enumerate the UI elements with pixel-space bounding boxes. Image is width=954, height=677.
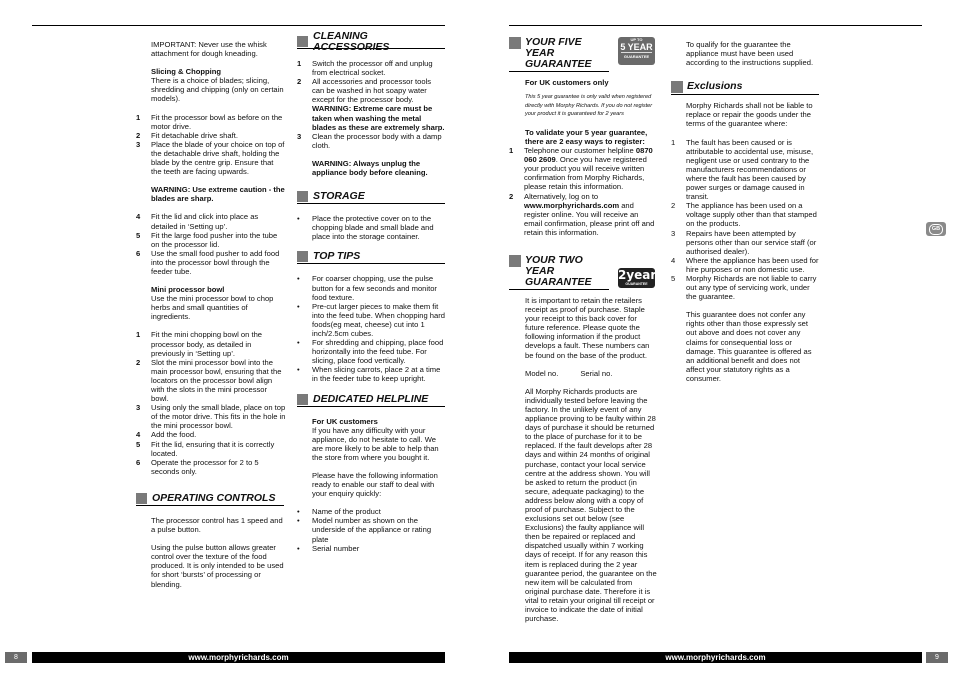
two-year-p1: It is important to retain the retailers receipt as proof of purchase. Staple your receipt to this back cover for future reference. Please quote the following information if the product develops a fault. These numbers can be found on the base of the product.: [525, 296, 650, 360]
heading-square-icon: [297, 36, 308, 47]
step-item: 3 Using only the small blade, place on top of the motor drive. This fits in the hole in the mini processor bowl.: [136, 403, 286, 431]
five-year-heading: YOUR FIVE YEAR GUARANTEE: [509, 37, 609, 72]
exclusion-item: 2 The appliance has been used on a voltage supply other than that stamped on the products.: [671, 201, 817, 229]
column-c: [509, 37, 657, 623]
step-item: 3 Place the blade of your choice on top of the detachable drive shaft, holding the blade by the centre grip. Ensure that the teeth are facing upwards.: [136, 139, 285, 177]
step-item: 5 Fit the lid, ensuring that it is correctly located.: [136, 439, 275, 458]
blade-warning: WARNING: Use extreme caution - the blades are sharp.: [151, 185, 285, 204]
exclusions-heading: Exclusions: [671, 81, 819, 95]
helpline-phone: 0870 060 2609: [524, 146, 653, 165]
helpline-list-item: • Name of the product: [297, 507, 381, 517]
top-rule-right: [509, 25, 922, 26]
helpline-p2: Please have the following information ready to enable our staff to deal with your enquiry quickly:: [312, 471, 438, 499]
register-option: 2 Alternatively, log on to www.morphyrichards.com and register online. You will receive an email confirmation, please print off and retain this information.: [509, 191, 655, 237]
step-item: 6 Use the small food pusher to add food into the processor bowl through the feeder tube.: [136, 248, 280, 276]
exclusions-intro: Morphy Richards shall not be liable to replace or repair the goods under the terms of the guarantee where:: [686, 101, 813, 129]
step-item: 2 Slot the mini processor bowl into the main processor bowl, ensuring that the locators on the processor bowl align with the slots in the mini processor bowl.: [136, 357, 282, 404]
tip-item: • For coarser chopping, use the pulse button for a few seconds and monitor food texture.: [297, 274, 437, 302]
heading-square-icon: [297, 251, 308, 262]
cleaning-step: 2 All accessories and processor tools can be washed in hot soapy water except for the processor body. WARNING: Extreme care must be taken when washing the metal blades as these are extremely sharp.: [297, 77, 445, 132]
helpline-p1: If you have any difficulty with your appliance, do not hesitate to call. We are more likely to be able to help than the store from where you bought it.: [312, 425, 439, 462]
storage-item: • Place the protective cover on to the chopping blade and small blade and place into the storage container.: [297, 214, 434, 242]
column-a: [136, 40, 286, 476]
page-number-left: 8: [5, 652, 27, 663]
website-link[interactable]: www.morphyrichards.com: [524, 200, 620, 210]
cleaning-step: 1 Switch the processor off and unplug from electrical socket.: [297, 59, 433, 78]
five-year-guarantee-badge: UP TO 5 YEAR GUARANTEE: [618, 37, 655, 65]
step-item: 5 Fit the large food pusher into the tube on the processor lid.: [136, 230, 278, 249]
operating-p1: The processor control has 1 speed and a pulse button.: [151, 516, 283, 535]
operating-controls-section: [136, 492, 284, 598]
slicing-body: There is a choice of blades; slicing, shredding and chipping (only on certain models).: [151, 76, 284, 104]
exclusion-item: 1 The fault has been caused or is attributable to accidental use, misuse, negligent use or used contrary to the manufacturers recommendations or where the fault has been caused by power surges or damage caused in transit.: [671, 137, 814, 202]
step-item: 2 Fit detachable drive shaft.: [136, 130, 238, 140]
cleaning-warning: WARNING: Always unplug the appliance body before cleaning.: [312, 158, 428, 178]
storage-heading: STORAGE: [297, 190, 445, 204]
helpline-heading: DEDICATED HELPLINE: [297, 393, 445, 407]
heading-square-icon: [136, 493, 147, 504]
five-year-validate: To validate your 5 year guarantee, there are 2 easy ways to register:: [525, 127, 648, 146]
helpline-list-item: • Model number as shown on the underside of the appliance or rating plate: [297, 516, 432, 544]
page-number-right: 9: [926, 652, 948, 663]
cleaning-step: 3 Clean the processor body with a damp cloth.: [297, 131, 442, 150]
two-year-guarantee-badge: 2year GUARANTEE: [618, 268, 657, 286]
model-serial-line: Model no. Serial no.: [525, 368, 613, 378]
helpline-list-item: • Serial number: [297, 543, 360, 553]
heading-square-icon: [297, 394, 308, 405]
column-d: [671, 40, 819, 392]
register-option: 1 Telephone our customer helpline 0870 060 2609. Once you have registered your product you will receive written confirmation from Morphy Richards, please retain this information.: [509, 146, 653, 192]
qualify-text: To qualify for the guarantee the appliance must have been used according to the instructions supplied.: [686, 40, 814, 68]
footer-url-right[interactable]: www.morphyrichards.com: [509, 652, 922, 663]
tip-item: • Pre-cut larger pieces to make them fit into the feed tube. When chopping hard foods(eg meat, cheese) cut into 1 inch/2.5cm cubes.: [297, 301, 445, 338]
gb-label: GB: [929, 224, 943, 235]
operating-p2: Using the pulse button allows greater control over the texture of the food produced. It is only intended to be used for short ‘bursts’ of processing or blending.: [151, 543, 284, 589]
important-note: IMPORTANT: Never use the whisk attachment for dough kneading.: [151, 40, 267, 59]
slicing-heading: Slicing & Chopping: [151, 67, 222, 77]
operating-controls-heading: OPERATING CONTROLS: [136, 492, 284, 506]
column-b: [297, 29, 445, 553]
step-item: 6 Operate the processor for 2 to 5 seconds only.: [136, 457, 259, 476]
exclusion-item: 3 Repairs have been attempted by persons other than our service staff (or authorised dealer).: [671, 228, 817, 256]
two-year-p2: All Morphy Richards products are individually tested before leaving the factory. In the unlikely event of any appliance proving to be faulty within 28 days of purchase it should be returned to the place of purchase for it to be replaced. If the fault develops after 28 days and within 24 months of original purchase, contact your local service centre at the address shown. You will be asked to return the product (in secure, adequate packaging) to the address below along with a copy of proof of purchase. Subject to the exclusions set out below (see Exclusions) the faulty appliance will then be repaired or replaced and dispatched usually within 7 working days of receipt. If for any reason this item is replaced during the 2 year guarantee period, the guarantee on the new item will be calculated from original purchase date. Therefore it is vital to retain your original till receipt or invoice to indicate the date of initial purchase.: [525, 386, 657, 624]
two-year-heading: YOUR TWO YEAR GUARANTEE: [509, 255, 609, 290]
tip-item: • When slicing carrots, place 2 at a time in the feeder tube to keep upright.: [297, 365, 441, 384]
heading-square-icon: [671, 81, 683, 93]
closing-text: This guarantee does not confer any rights other than those expressly set out above and does not cover any claims for consequential loss or damage. This guarantee is offered as an additional benefit and does not affect your statutory rights as a consumer.: [686, 310, 812, 383]
heading-square-icon: [509, 37, 521, 49]
step-item: 1 Fit the processor bowl as before on the motor drive.: [136, 112, 283, 131]
heading-square-icon: [297, 191, 308, 202]
tip-item: • For shredding and chipping, place food horizontally into the feed tube. For slicing, place food vertically.: [297, 338, 444, 366]
top-rule-left: [32, 25, 445, 26]
helpline-subheading: For UK customers: [312, 416, 378, 426]
mini-bowl-body: Use the mini processor bowl to chop herbs and small quantities of ingredients.: [151, 294, 274, 322]
step-item: 4 Add the food.: [136, 430, 197, 440]
mini-bowl-heading: Mini processor bowl: [151, 285, 225, 295]
step-item: 1 Fit the mini chopping bowl on the processor body, as detailed in previously in ‘Setting up’.: [136, 330, 263, 358]
five-year-note: This 5 year guarantee is only valid when registered directly with Morphy Richards. If you do not register your product it is guaranteed for 2 years: [525, 94, 653, 118]
heading-square-icon: [509, 255, 521, 267]
exclusion-item: 5 Morphy Richards are not liable to carry out any type of servicing work, under the guarantee.: [671, 273, 817, 302]
step-item: 4 Fit the lid and click into place as detailed in ‘Setting up’.: [136, 212, 259, 231]
footer-url-left[interactable]: www.morphyrichards.com: [32, 652, 445, 663]
exclusion-item: 4 Where the appliance has been used for hire purposes or non domestic use.: [671, 255, 819, 274]
language-tab: [926, 222, 946, 236]
cleaning-heading: CLEANING ACCESSORIES: [297, 35, 445, 49]
five-year-subheading: For UK customers only: [525, 78, 609, 87]
top-tips-heading: TOP TIPS: [297, 250, 445, 264]
